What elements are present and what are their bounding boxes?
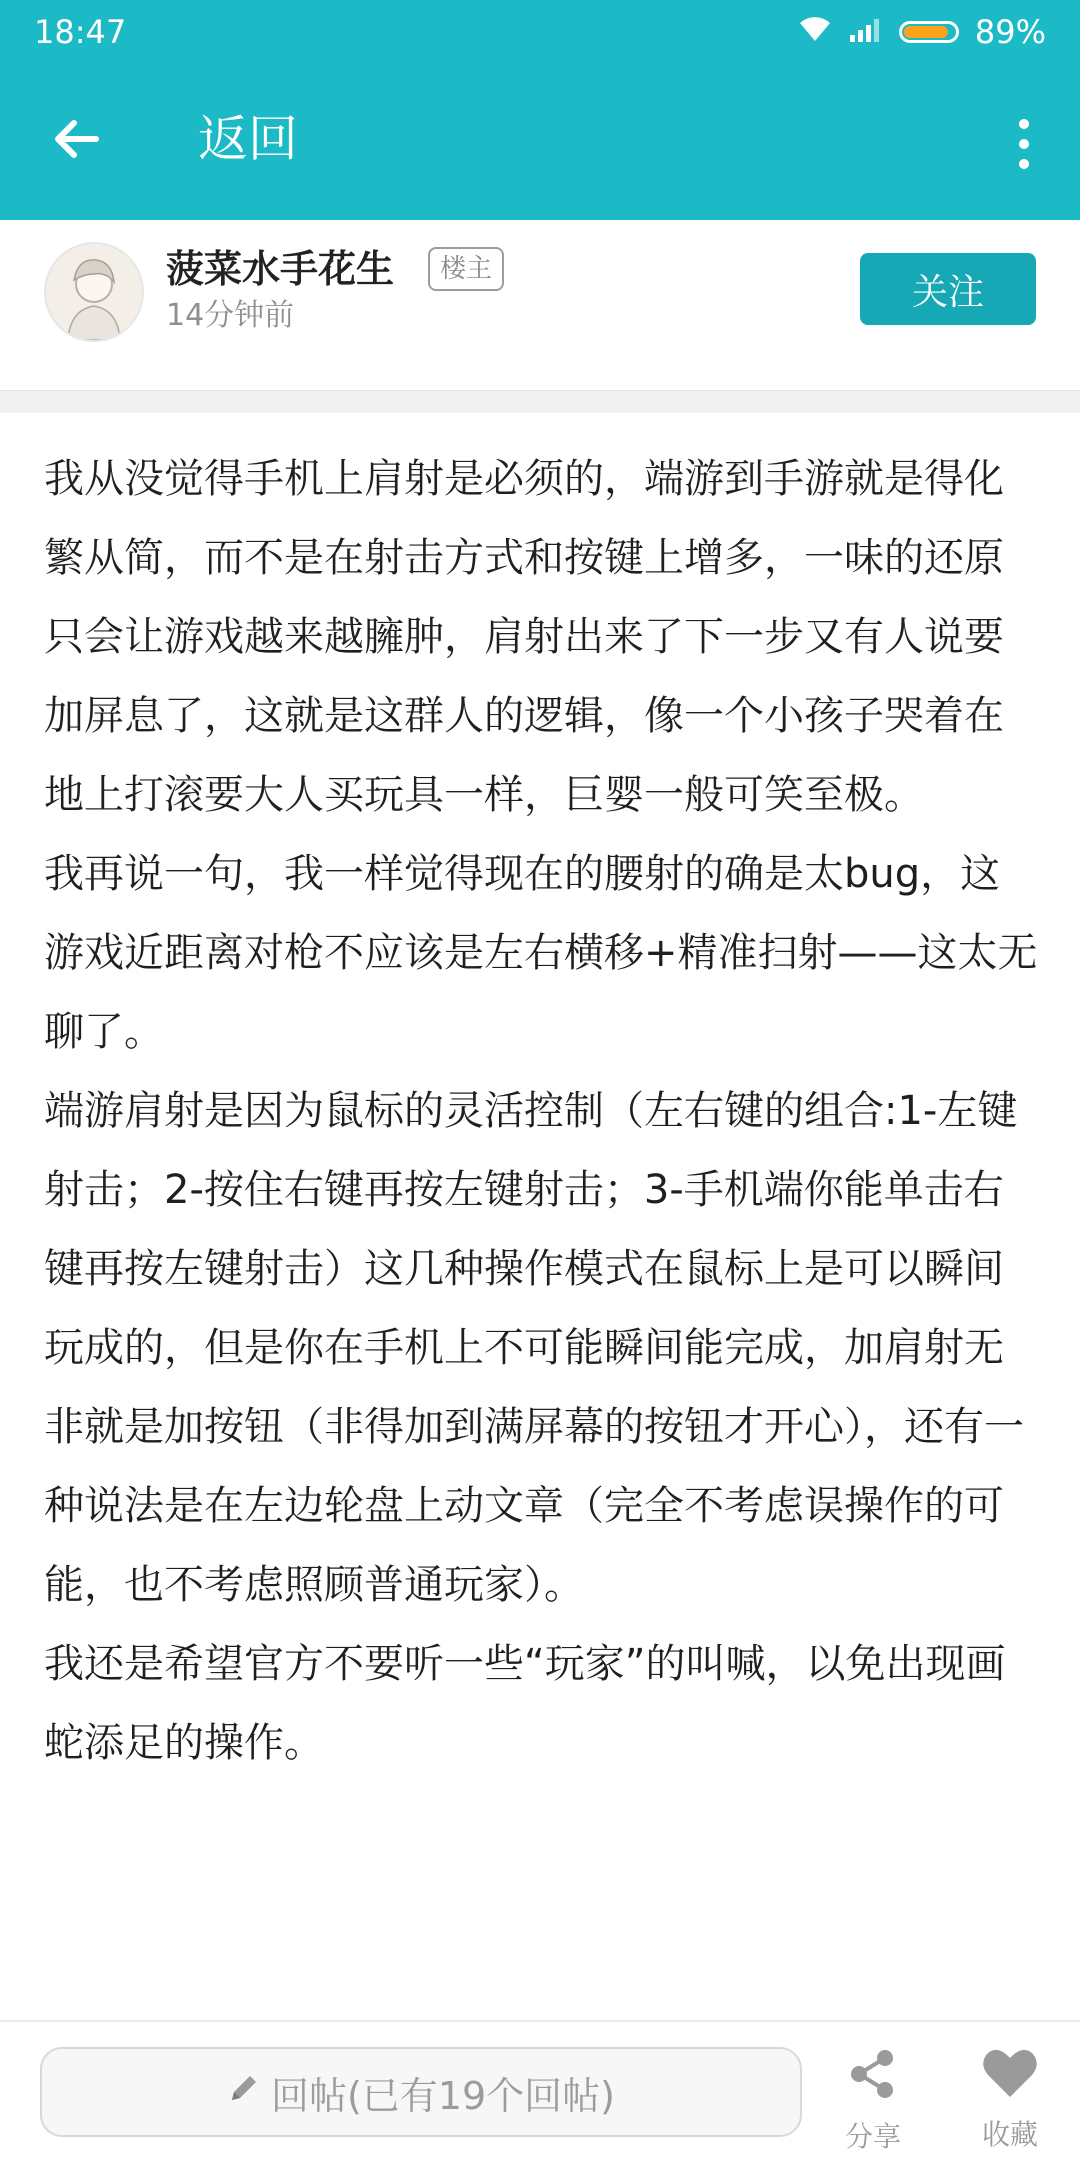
reply-placeholder: 回帖(已有19个回帖) bbox=[270, 2073, 615, 2118]
avatar[interactable] bbox=[44, 242, 144, 342]
more-options-button[interactable] bbox=[1004, 109, 1044, 179]
more-dot bbox=[1019, 159, 1029, 169]
more-vertical-icon bbox=[1019, 119, 1029, 129]
heart-icon bbox=[981, 2046, 1039, 2107]
post-author-header bbox=[0, 220, 1080, 390]
post-paragraph: 我还是希望官方不要听一些“玩家”的叫喊，以免出现画蛇添足的操作。 bbox=[44, 1641, 1006, 1766]
wifi-icon bbox=[797, 13, 833, 51]
battery-percent: 89% bbox=[974, 13, 1046, 51]
arrow-left-icon bbox=[48, 111, 104, 171]
bottom-action-bar bbox=[0, 2020, 1080, 2162]
post-paragraph: 端游肩射是因为鼠标的灵活控制（左右键的组合:1-左键射击；2-按住右键再按左键射击；3-手机端你能单击右键再按左键射击）这几种操作模式在鼠标上是可以瞬间玩成的，但是你在手机上不可能瞬间能完成，加肩射无非就是加按钮（非得加到满屏幕的按钮才开心），还有一种说法是在左边轮盘上动文章（完全不考虑误操作的可能，也不考虑照顾普通玩家）。 bbox=[44, 1088, 1024, 1608]
share-button[interactable] bbox=[818, 2040, 928, 2152]
post-content bbox=[44, 440, 1040, 1783]
page-title[interactable]: 返回 bbox=[198, 110, 298, 168]
battery-icon bbox=[899, 21, 959, 43]
section-divider bbox=[0, 390, 1080, 413]
post-paragraph: 我从没觉得手机上肩射是必须的，端游到手游就是得化繁从简，而不是在射击方式和按键上增多，一味的还原只会让游戏越来越臃肿，肩射出来了下一步又有人说要加屏息了，这就是这群人的逻辑，像一个小孩子哭着在地上打滚要大人买玩具一样，巨婴一般可笑至极。 bbox=[44, 456, 1004, 818]
status-time: 18:47 bbox=[34, 13, 127, 51]
status-bar bbox=[0, 0, 1080, 65]
favorite-button[interactable] bbox=[955, 2040, 1065, 2152]
reply-input[interactable] bbox=[40, 2047, 802, 2137]
signal-icon bbox=[849, 13, 883, 51]
share-label: 分享 bbox=[844, 2120, 901, 2153]
post-time: 14分钟前 bbox=[166, 298, 295, 333]
battery-level bbox=[904, 26, 948, 38]
owner-badge: 楼主 bbox=[428, 247, 504, 291]
follow-button[interactable]: 关注 bbox=[860, 253, 1036, 325]
author-name[interactable]: 菠菜水手花生 bbox=[166, 247, 395, 291]
pencil-icon bbox=[227, 2070, 261, 2114]
back-button[interactable] bbox=[40, 105, 112, 177]
status-icons bbox=[797, 10, 1046, 54]
app-bar bbox=[0, 65, 1080, 220]
share-icon bbox=[845, 2046, 901, 2109]
more-dot bbox=[1019, 139, 1029, 149]
post-paragraph: 我再说一句，我一样觉得现在的腰射的确是太bug，这游戏近距离对枪不应该是左右横移+精准扫射——这太无聊了。 bbox=[44, 851, 1038, 1055]
favorite-label: 收藏 bbox=[981, 2118, 1038, 2151]
